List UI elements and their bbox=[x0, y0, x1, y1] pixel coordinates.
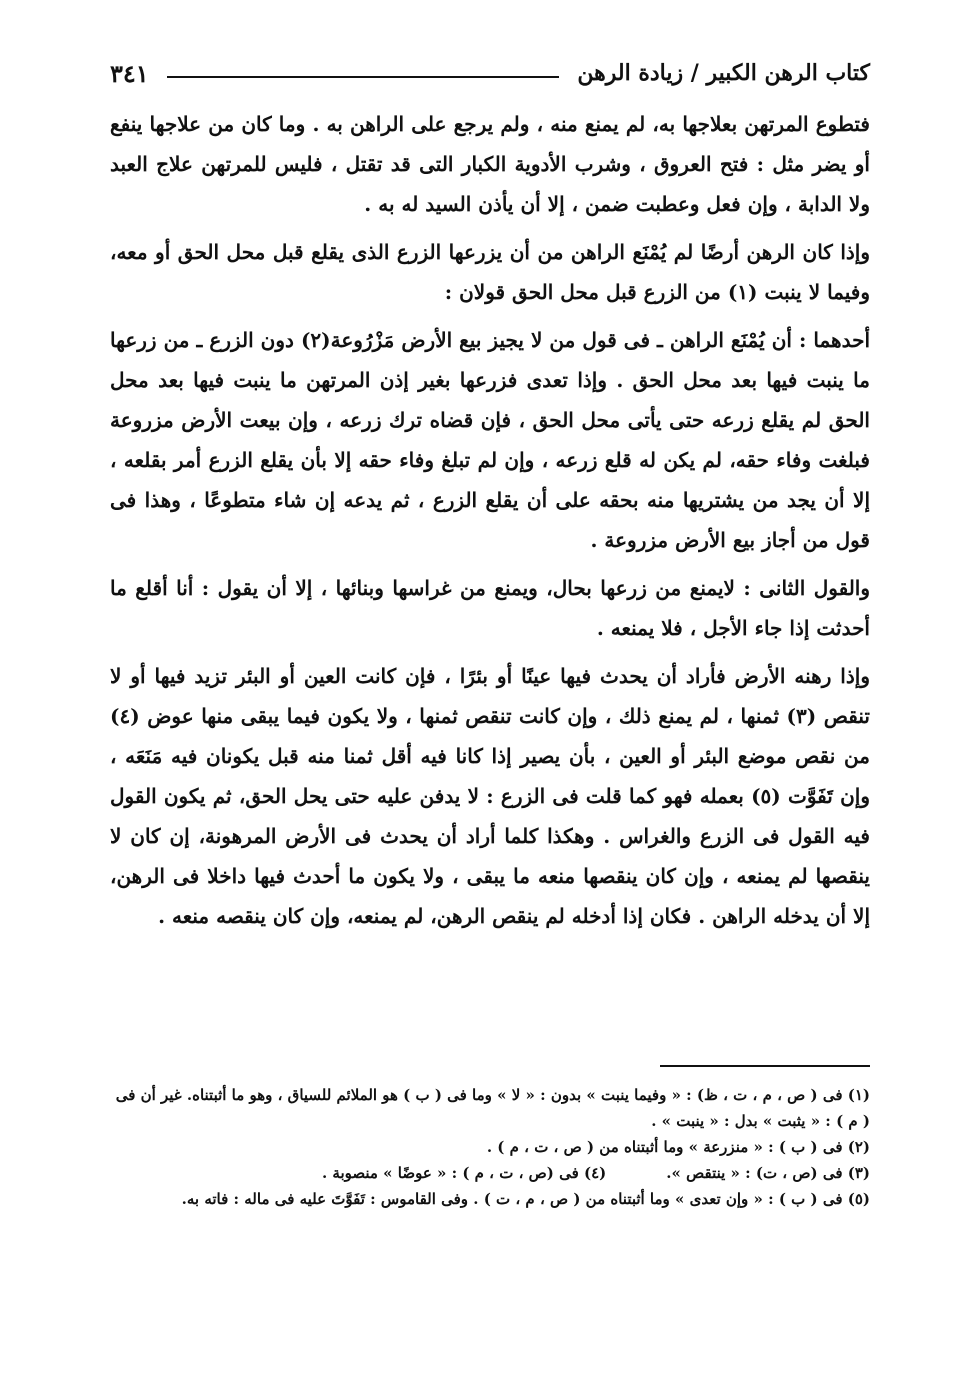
paragraph-lead: أحدهما : bbox=[798, 328, 870, 352]
footnotes bbox=[110, 1082, 870, 1212]
paragraph-text: لايمنع من زرعها بحال، ويمنع من غراسها وبنائها ، إلا أن يقول : أنا أقلع ما أحدثت إذا جاء الأجل ، فلا يمنعه . bbox=[110, 576, 870, 640]
page-number: ٣٤١ bbox=[110, 58, 149, 88]
header-title: كتاب الرهن الكبير / زيادة الرهن bbox=[577, 60, 870, 86]
paragraph-2 bbox=[110, 232, 870, 312]
footnote-separator bbox=[660, 1065, 870, 1067]
header-rule bbox=[167, 76, 560, 78]
footnote-4: (٤) فى (ص ، ت ، م ) : « عوضًا » منصوبة . bbox=[321, 1164, 607, 1182]
paragraph-1 bbox=[110, 104, 870, 224]
footnote-5: (٥) فى ( ب ) : « وإن تعدى » وما أثبتناه من ( ص ، م ، ت ) . وفى القاموس : تَفَوَّتَ عليه فى ماله : فاته به. bbox=[181, 1190, 870, 1208]
footnote-1: (١) فى ( ص ، م ، ت ، ظ) : « وفيما ينبت » بدون : « لا » وما فى ( ب ) هو الملائم للسياق ، وهو ما أثبتناه. غير أن فى ( م ) : « يثبت » بدل : « ينبت » . bbox=[115, 1086, 870, 1130]
paragraph-text: فتطوع المرتهن بعلاجها به، لم يمنع منه ، ولم يرجع على الراهن به . وما كان من علاجها ينفع أو يضر مثل : فتح العروق ، وشرب الأدوية الكبار التى قد تقتل ، فليس للمرتهن علاج العبد ولا الدابة ، وإن فعل وعطبت ضمن ، إلا أن يأذن السيد له به . bbox=[110, 112, 870, 216]
footnote-row bbox=[110, 1160, 870, 1186]
paragraph-text: وإذا كان الرهن أرضًا لم يُمْنَع الراهن من أن يزرعها الزرع الذى يقلع قبل محل الحق أو معه، وفيما لا ينبت (١) من الزرع قبل محل الحق قولان : bbox=[110, 240, 870, 304]
page bbox=[110, 50, 871, 1208]
paragraph-5 bbox=[110, 656, 870, 936]
footnote-2: (٢) فى ( ب ) : « منزرعة » وما أثبتناه من ( ص ، ت ، م ) . bbox=[486, 1138, 870, 1156]
paragraph-lead: والقول الثانى : bbox=[743, 576, 870, 600]
paragraph-3 bbox=[110, 320, 870, 560]
paragraph-4 bbox=[110, 568, 870, 648]
paragraph-text: أن يُمْنَع الراهن ـ فى قول من لا يجيز بيع الأرض مَزْرُوعة(٢) دون الزرع ـ من زرعها ما ينبت فيها بعد محل الحق . وإذا تعدى فزرعها بغير إذن المرتهن ما ينبت فيها بعد محل الحق لم يقلع زرعه حتى يأتى محل الحق ، فإن قضاه ترك زرعه ، وإن بيعت الأرض مزروعة فبلغت وفاء حقه، لم يكن له قلع زرعه ، وإن لم تبلغ وفاء حقه إلا بأن يقلع الزرع أمر بقلعه ، إلا أن يجد من يشتريها منه بحقه على أن يقلع الزرع ، ثم يدعه إن شاء متطوعًا ، وهذا فى قول من أجاز بيع الأرض مزروعة . bbox=[110, 328, 871, 552]
footnote-3: (٣) فى (ص ، ت) : « ينتقص ». bbox=[666, 1164, 870, 1182]
paragraph-text: وإذا رهنه الأرض فأراد أن يحدث فيها عينًا أو بئرًا ، فإن كانت العين أو البئر تزيد فيها أو لا تنقص (٣) ثمنها ، لم يمنع ذلك ، وإن كانت تنقص ثمنها ، ولا يكون فيما يبقى منها عوض (٤) من نقص موضع البئر أو العين ، بأن يصير إذا كانا فيه أقل ثمنا منه قبل يكونان فيه مَنَعَه ، وإن تَفَوَّت (٥) بعمله فهو كما قلت فى الزرع : لا يدفن عليه حتى يحل الحق، ثم يكون القول فيه القول فى الزرع والغراس . وهكذا كلما أراد أن يحدث فى الأرض المرهونة، إن كان لا ينقصها لم يمنعه ، وإن كان ينقصها منعه ما يبقى ، ولا يكون ما أحدث فيها داخلا فى الرهن، إلا أن يدخله الراهن . فكان إذا أدخله لم ينقص الرهن، لم يمنعه، وإن كان ينقصه منعه . bbox=[110, 664, 870, 928]
running-header bbox=[110, 50, 870, 96]
